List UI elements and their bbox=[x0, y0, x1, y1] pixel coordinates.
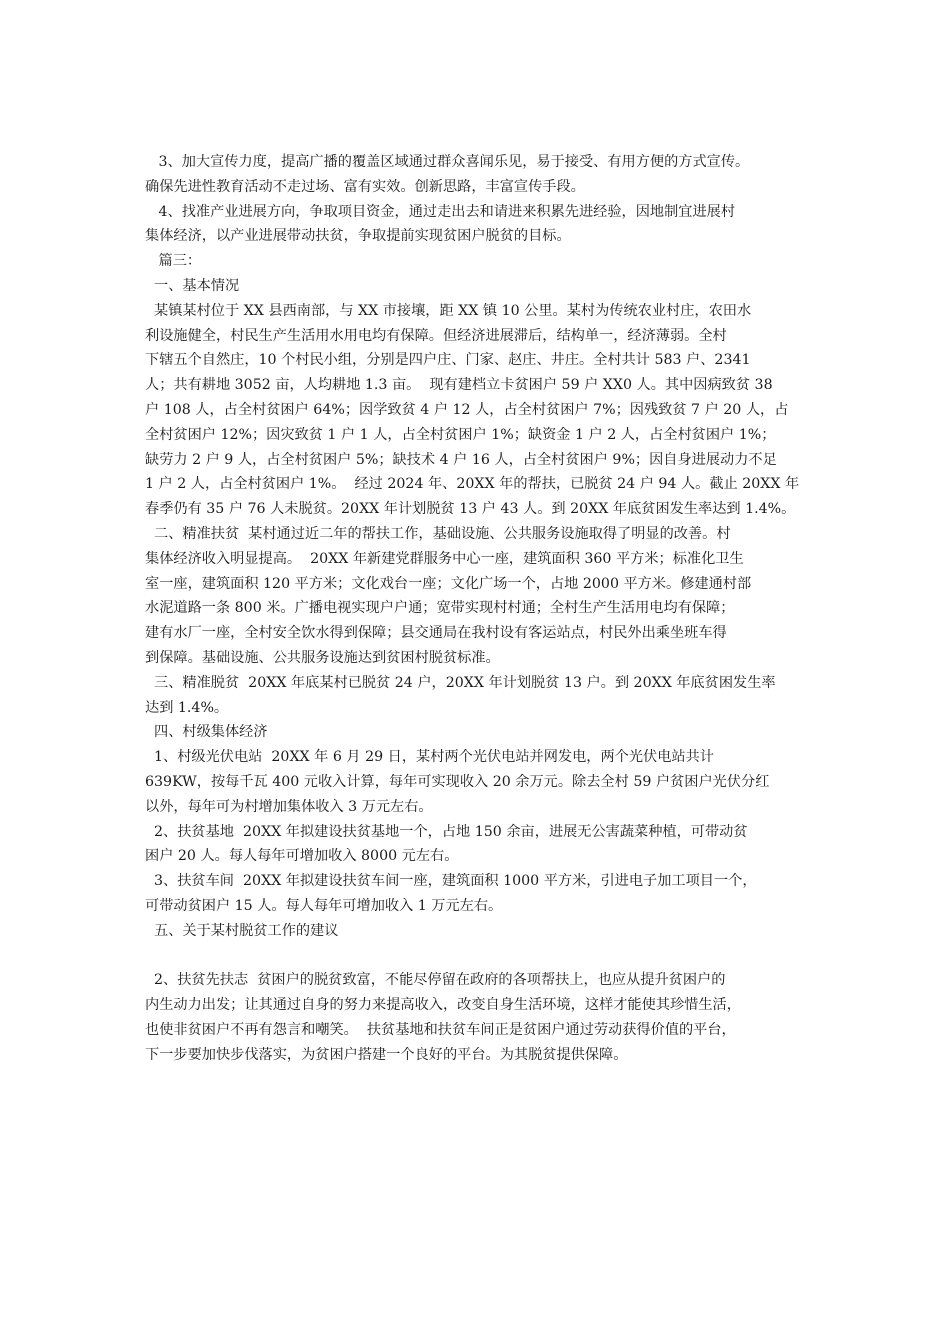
text-line: 春季仍有 35 户 76 人未脱贫。20XX 年计划脱贫 13 户 43 人。到 20XX 年底贫困发生率达到 1.4%。 bbox=[145, 501, 796, 518]
text-line: 639KW，按每千瓦 400 元收入计算，每年可实现收入 20 余万元。除去全村 59 户贫困户光伏分红 bbox=[145, 773, 770, 790]
text-line: 达到 1.4%。 bbox=[145, 699, 229, 716]
text-line: 内生动力出发；让其通过自身的努力来提高收入，改变自身生活环境，这样才能使其珍惜生活， bbox=[145, 997, 741, 1014]
text-line: 集体经济收入明显提高。 20XX 年新建党群服务中心一座，建筑面积 360 平方米；标准化卫生 bbox=[145, 550, 744, 567]
text-line: 3、扶贫车间 20XX 年拟建设扶贫车间一座，建筑面积 1000 平方米，引进电子加工项目一个， bbox=[145, 873, 757, 890]
text-line: 2、扶贫先扶志 贫困户的脱贫致富，不能尽停留在政府的各项帮扶上，也应从提升贫困户的 bbox=[145, 972, 726, 989]
text-line: 可带动贫困户 15 人。每人每年可增加收入 1 万元左右。 bbox=[145, 897, 503, 914]
text-line: 户 108 人，占全村贫困户 64%；因学致贫 4 户 12 人，占全村贫困户 7%；因残致贫 7 户 20 人，占 bbox=[145, 401, 789, 418]
text-line: 1、村级光伏电站 20XX 年 6 月 29 日，某村两个光伏电站并网发电，两个光伏电站共计 bbox=[145, 749, 714, 766]
text-line: 二、精准扶贫 某村通过近二年的帮扶工作，基础设施、公共服务设施取得了明显的改善。村 bbox=[145, 525, 731, 542]
text-line: 以外，每年可为村增加集体收入 3 万元左右。 bbox=[145, 798, 433, 815]
text-line: 一、基本情况 bbox=[145, 277, 240, 294]
text-line: 下一步要加快步伐落实，为贫困户搭建一个良好的平台。为其脱贫提供保障。 bbox=[145, 1046, 628, 1063]
text-line: 水泥道路一条 800 米。广播电视实现户户通；宽带实现村村通；全村生产生活用电均有保障； bbox=[145, 600, 735, 617]
text-line: 三、精准脱贫 20XX 年底某村已脱贫 24 户，20XX 年计划脱贫 13 户。到 20XX 年底贫困发生率 bbox=[145, 674, 776, 691]
text-line bbox=[145, 944, 813, 969]
text-line: 利设施健全，村民生产生活用水用电均有保障。但经济进展滞后，结构单一，经济薄弱。全村 bbox=[145, 327, 727, 344]
text-line: 人；共有耕地 3052 亩，人均耕地 1.3 亩。 现有建档立卡贫困户 59 户 XX0 人。其中因病致贫 38 bbox=[145, 377, 773, 394]
text-line: 到保障。基础设施、公共服务设施达到贫困村脱贫标准。 bbox=[145, 649, 500, 666]
text-line: 篇三： bbox=[145, 253, 202, 270]
text-line: 困户 20 人。每人每年可增加收入 8000 元左右。 bbox=[145, 848, 459, 865]
text-line: 缺劳力 2 户 9 人，占全村贫困户 5%；缺技术 4 户 16 人，占全村贫困户 9%；因自身进展动力不足 bbox=[145, 451, 777, 468]
text-line: 某镇某村位于 XX 县西南部，与 XX 市接壤，距 XX 镇 10 公里。某村为传统农业村庄，农田水 bbox=[145, 302, 752, 319]
text-line: 4、找准产业进展方向，争取项目资金，通过走出去和请进来积累先进经验，因地制宜进展村 bbox=[145, 203, 736, 220]
text-line: 五、关于某村脱贫工作的建议 bbox=[145, 922, 339, 939]
text-line: 确保先进性教育活动不走过场、富有实效。创新思路，丰富宣传手段。 bbox=[145, 178, 585, 195]
document-body bbox=[145, 150, 813, 1067]
text-line: 集体经济，以产业进展带动扶贫，争取提前实现贫困户脱贫的目标。 bbox=[145, 228, 571, 245]
text-line: 全村贫困户 12%；因灾致贫 1 户 1 人，占全村贫困户 1%；缺资金 1 户 2 人，占全村贫困户 1%； bbox=[145, 426, 776, 443]
text-line: 1 户 2 人，占全村贫困户 1%。 经过 2024 年、20XX 年的帮扶，已脱贫 24 户 94 人。截止 20XX 年 bbox=[145, 476, 800, 493]
text-line: 室一座，建筑面积 120 平方米；文化戏台一座；文化广场一个，占地 2000 平方米。修建通村部 bbox=[145, 575, 752, 592]
text-line: 也使非贫困户不再有怨言和嘲笑。 扶贫基地和扶贫车间正是贫困户通过劳动获得价值的平台， bbox=[145, 1021, 736, 1038]
text-line: 四、村级集体经济 bbox=[145, 724, 268, 741]
text-line: 2、扶贫基地 20XX 年拟建设扶贫基地一个，占地 150 余亩，进展无公害蔬菜种植，可带动贫 bbox=[145, 823, 748, 840]
text-line: 3、加大宣传力度，提高广播的覆盖区域通过群众喜闻乐见，易于接受、有用方便的方式宣传。 bbox=[145, 154, 750, 170]
text-line: 建有水厂一座，全村安全饮水得到保障；县交通局在我村设有客运站点，村民外出乘坐班车得 bbox=[145, 625, 727, 642]
text-line: 下辖五个自然庄，10 个村民小组，分别是四户庄、门家、赵庄、井庄。全村共计 583 户、2341 bbox=[145, 352, 751, 369]
